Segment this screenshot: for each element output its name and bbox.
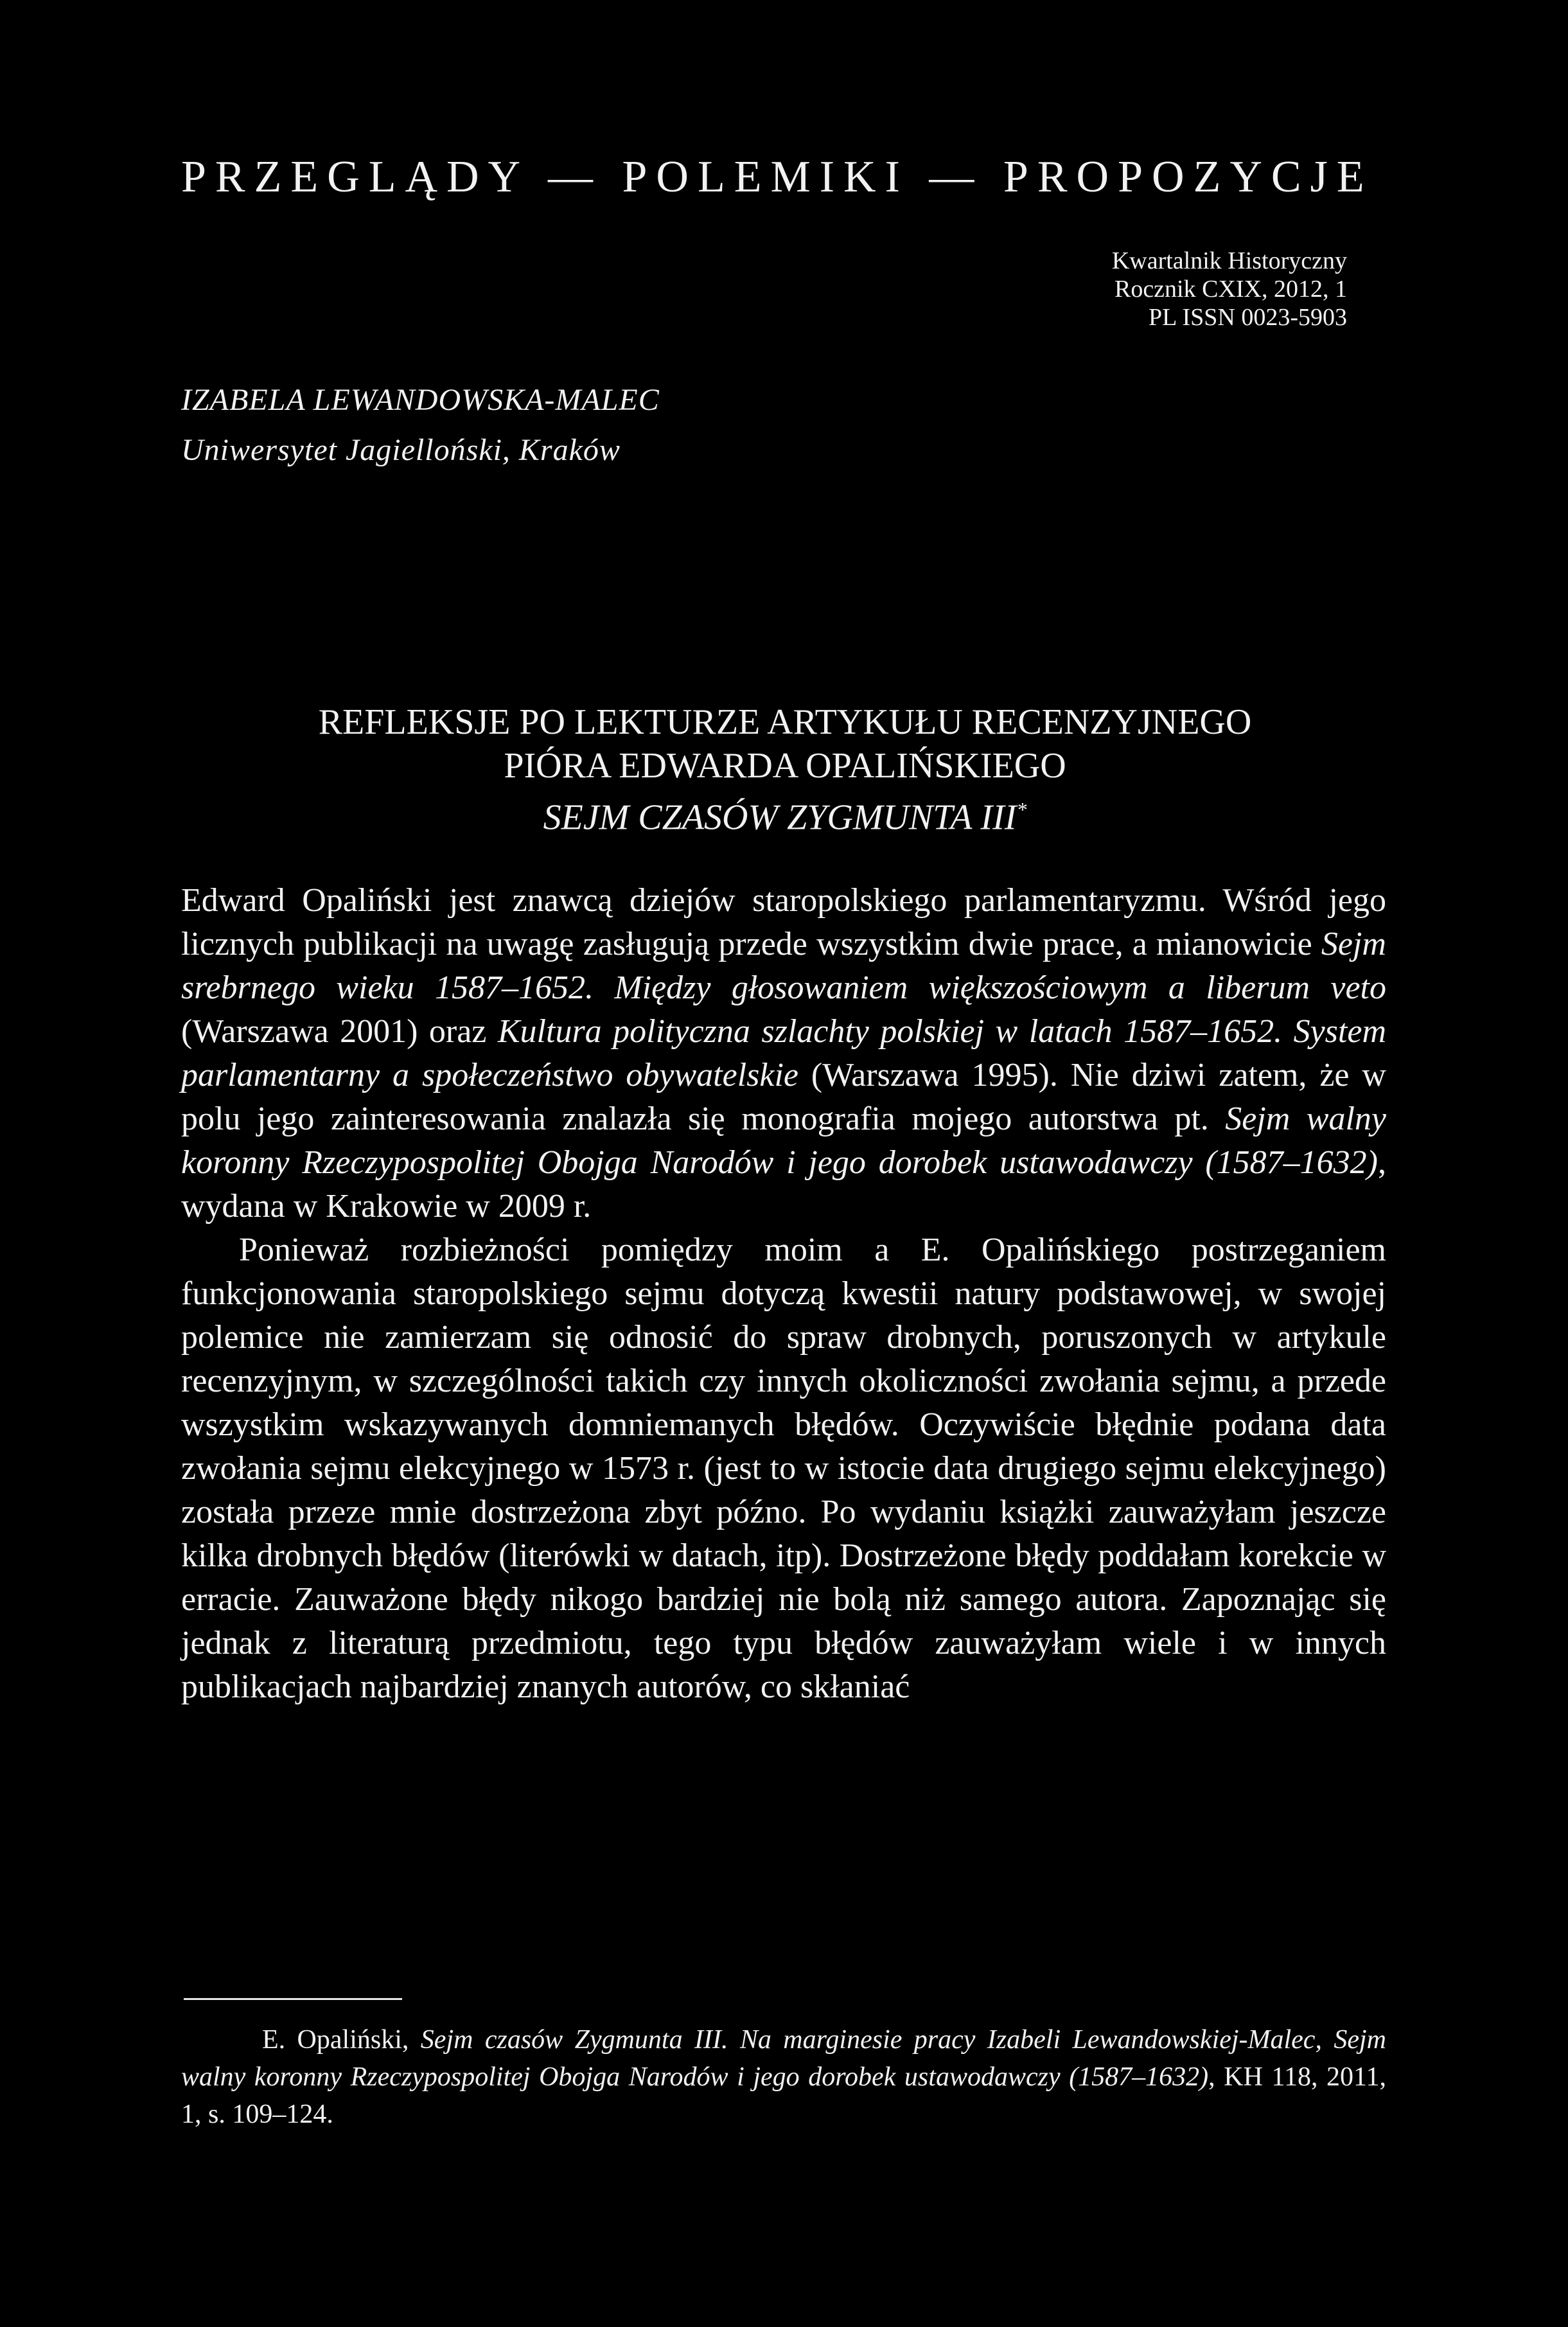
author-affiliation: Uniwersytet Jagielloński, Kraków	[181, 433, 621, 467]
journal-volume: Rocznik CXIX, 2012, 1	[1114, 276, 1347, 303]
footnote-run: , KH 118, 2011, 1, s. 109–124.	[181, 2062, 1386, 2129]
footnote	[181, 2021, 1386, 2133]
body-paragraph-2	[181, 1228, 1386, 1709]
footnote-run: Sejm czasów Zygmunta III. Na marginesie pracy Izabeli Lewandowskiej-Malec, Sejm walny koronny Rzeczypospolitej Obojga Narodów i jego dorobek ustawodawczy (1587–1632)	[181, 2025, 1386, 2092]
paragraph-1-run: Edward Opaliński jest znawcą dziejów staropolskiego parlamentaryzmu. Wśród jego licznych publikacji na uwagę zasługują przede wszystkim dwie prace, a mianowicie	[181, 882, 1386, 962]
paragraph-1-run: Sejm srebrnego wieku 1587–1652. Między głosowaniem większościowym a liberum veto	[181, 926, 1386, 1006]
footnote-run: E. Opaliński,	[262, 2025, 421, 2055]
article-title	[181, 700, 1389, 840]
title-line-1: REFLEKSJE PO LEKTURZE ARTYKUŁU RECENZYJNEGO	[318, 702, 1252, 742]
section-header: PRZEGLĄDY — POLEMIKI — PROPOZYCJE	[181, 152, 1373, 202]
paragraph-1-run: Kultura polityczna szlachty polskiej w latach 1587–1652. System parlamentarny a społeczeństwo obywatelskie	[181, 1013, 1387, 1093]
title-line-3	[181, 788, 1389, 840]
title-line-2: PIÓRA EDWARDA OPALIŃSKIEGO	[504, 746, 1066, 786]
paragraph-1-run: (Warszawa 2001) oraz	[181, 1013, 498, 1050]
paragraph-2-run: Ponieważ rozbieżności pomiędzy moim a E. Opalińskiego postrzeganiem funkcjonowania staropolskiego sejmu dotyczą kwestii natury podstawowej, w swojej polemice nie zamierzam się odnosić do spraw drobnych, poruszonych w artykule recenzyjnym, w szczególności takich czy innych okoliczności zwołania sejmu, a przede wszystkim wskazywanych domniemanych błędów. Oczywiście błędnie podana data zwołania sejmu elekcyjnego w 1573 r. (jest to w istocie data drugiego sejmu elekcyjnego) została przeze mnie dostrzeżona zbyt późno. Po wydaniu książki zauważyłam jeszcze kilka drobnych błędów (literówki w datach, itp). Dostrzeżone błędy poddałam korekcie w erracie. Zauważone błędy nikogo bardziej nie bolą niż samego autora. Zapoznając się jednak z literaturą przedmiotu, tego typu błędów zauważyłam wiele i w innych publikacjach najbardziej znanych autorów, co skłaniać	[181, 1232, 1386, 1705]
footnote-mark: *	[1016, 798, 1027, 821]
journal-issn: PL ISSN 0023-5903	[1149, 304, 1347, 331]
title-line-3-text: SEJM CZASÓW ZYGMUNTA III	[543, 797, 1017, 838]
body-paragraph-1	[181, 879, 1386, 1228]
paragraph-1-run: (Warszawa 1995). Nie dziwi zatem, że w polu jego zainteresowania znalazła się monografia mojego autorstwa pt.	[181, 1057, 1386, 1137]
paragraph-1-run: , wydana w Krakowie w 2009 r.	[181, 1144, 1386, 1225]
article-body	[181, 879, 1386, 1709]
footnote-divider	[184, 1998, 402, 2000]
paragraph-1-run: Sejm walny koronny Rzeczypospolitej Obojga Narodów i jego dorobek ustawodawczy (1587–1632)	[181, 1101, 1387, 1181]
author-block	[181, 375, 660, 475]
author-name: IZABELA LEWANDOWSKA-MALEC	[181, 383, 660, 417]
journal-name: Kwartalnik Historyczny	[1111, 247, 1347, 274]
journal-info	[1112, 247, 1347, 332]
